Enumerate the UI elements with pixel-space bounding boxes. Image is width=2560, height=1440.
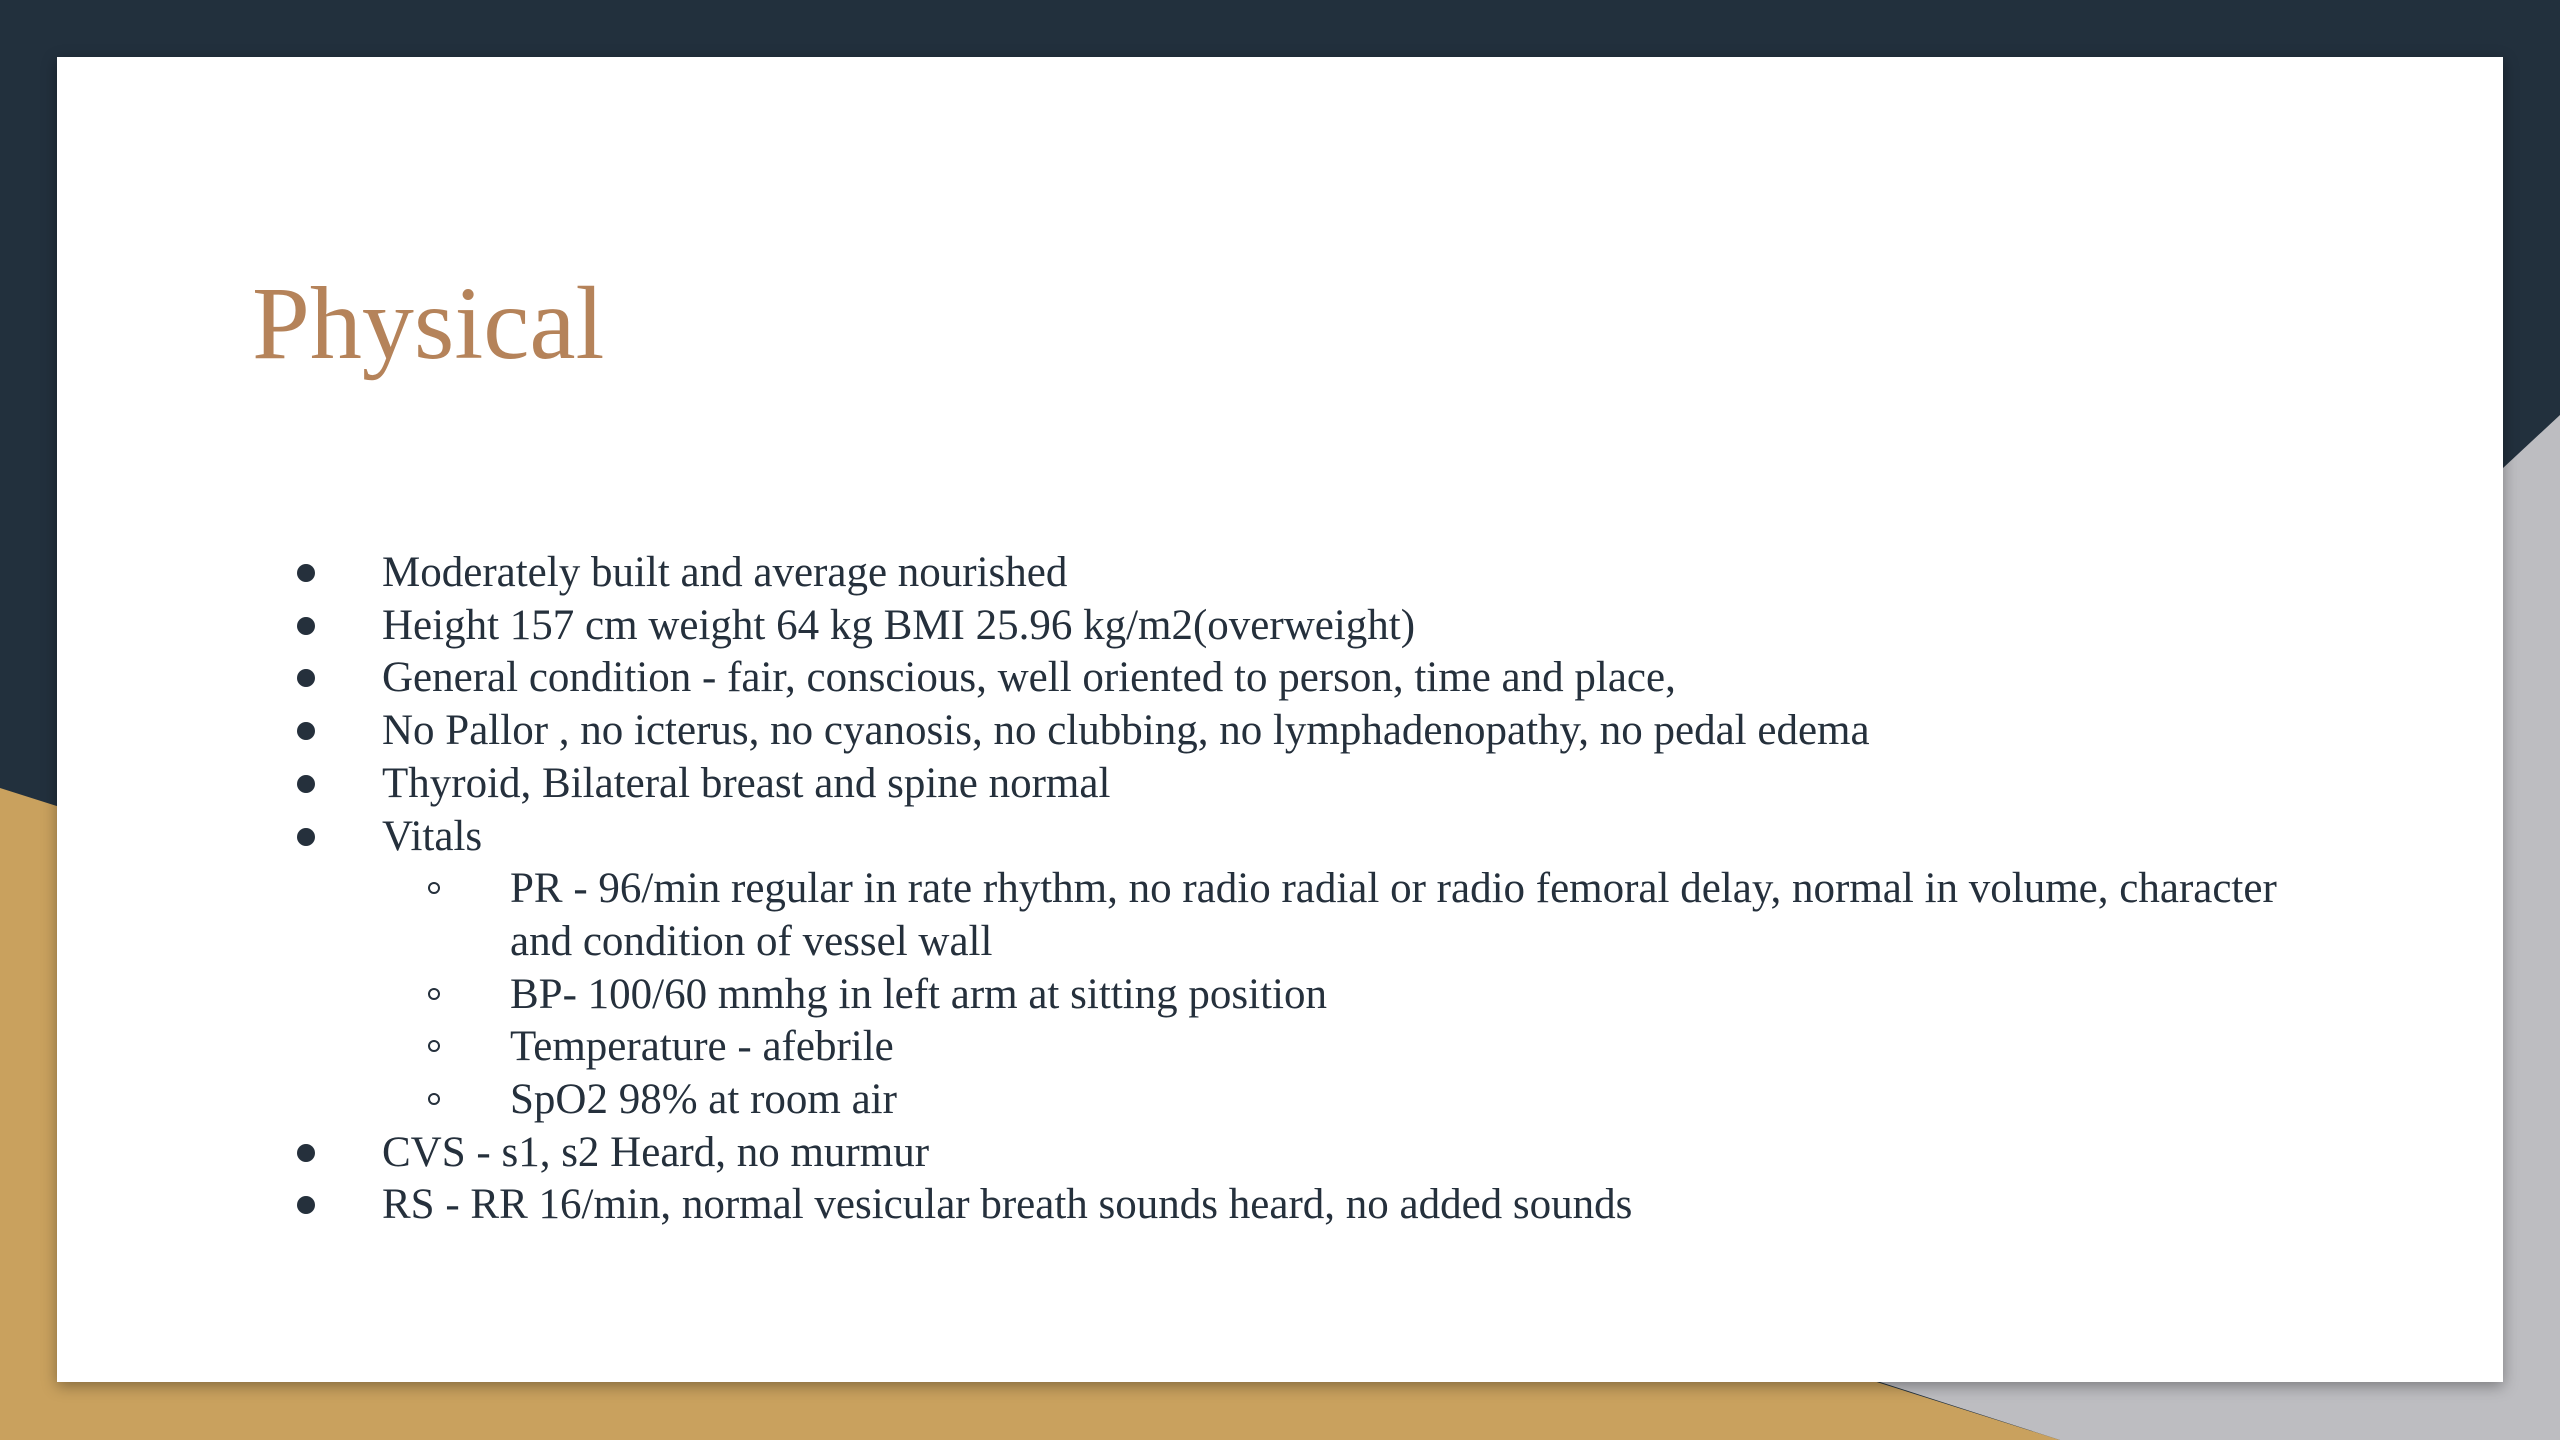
slide — [57, 57, 2503, 1382]
hollow-bullet-icon — [428, 988, 440, 1000]
hollow-bullet-icon — [428, 1040, 440, 1052]
bullet-icon — [297, 1144, 315, 1162]
list-item — [57, 1179, 2503, 1232]
list-item — [57, 652, 2503, 705]
bullet-icon — [297, 775, 315, 793]
list-item — [57, 1127, 2503, 1180]
list-item-text: No Pallor , no icterus, no cyanosis, no clubbing, no lymphadenopathy, no pedal edema — [382, 707, 1870, 755]
list-item-text: Thyroid, Bilateral breast and spine normal — [382, 759, 1111, 807]
sub-list-item-text: Temperature - afebrile — [510, 1023, 894, 1071]
sub-list-item — [57, 863, 2503, 968]
bullet-list — [57, 547, 2503, 1232]
list-item-text: Vitals — [382, 812, 483, 860]
list-item — [57, 547, 2503, 600]
list-item — [57, 758, 2503, 811]
bullet-icon — [297, 828, 315, 846]
bullet-icon — [297, 564, 315, 582]
hollow-bullet-icon — [428, 1093, 440, 1105]
list-item-vitals — [57, 811, 2503, 864]
sub-list-item — [57, 1074, 2503, 1127]
bullet-icon — [297, 617, 315, 635]
bullet-icon — [297, 1196, 315, 1214]
list-item-text: General condition - fair, conscious, well oriented to person, time and place, — [382, 654, 1676, 702]
sub-list-item — [57, 1021, 2503, 1074]
list-item — [57, 705, 2503, 758]
list-item-text: RS - RR 16/min, normal vesicular breath sounds heard, no added sounds — [382, 1181, 1633, 1229]
sub-list-item-text: PR - 96/min regular in rate rhythm, no radio radial or radio femoral delay, normal in volume, character and condition of vessel wall — [510, 865, 2277, 965]
list-item-text: Moderately built and average nourished — [382, 549, 1068, 596]
slide-title: Physical — [252, 266, 605, 381]
hollow-bullet-icon — [428, 882, 440, 894]
list-item — [57, 600, 2503, 653]
list-item-text: CVS - s1, s2 Heard, no murmur — [382, 1128, 930, 1176]
bullet-icon — [297, 669, 315, 687]
sub-list-item-text: SpO2 98% at room air — [510, 1076, 897, 1124]
sub-list-item — [57, 969, 2503, 1022]
sub-list-item-text: BP- 100/60 mmhg in left arm at sitting position — [510, 970, 1327, 1018]
bullet-icon — [297, 722, 315, 740]
list-item-text: Height 157 cm weight 64 kg BMI 25.96 kg/m2(overweight) — [382, 601, 1416, 649]
